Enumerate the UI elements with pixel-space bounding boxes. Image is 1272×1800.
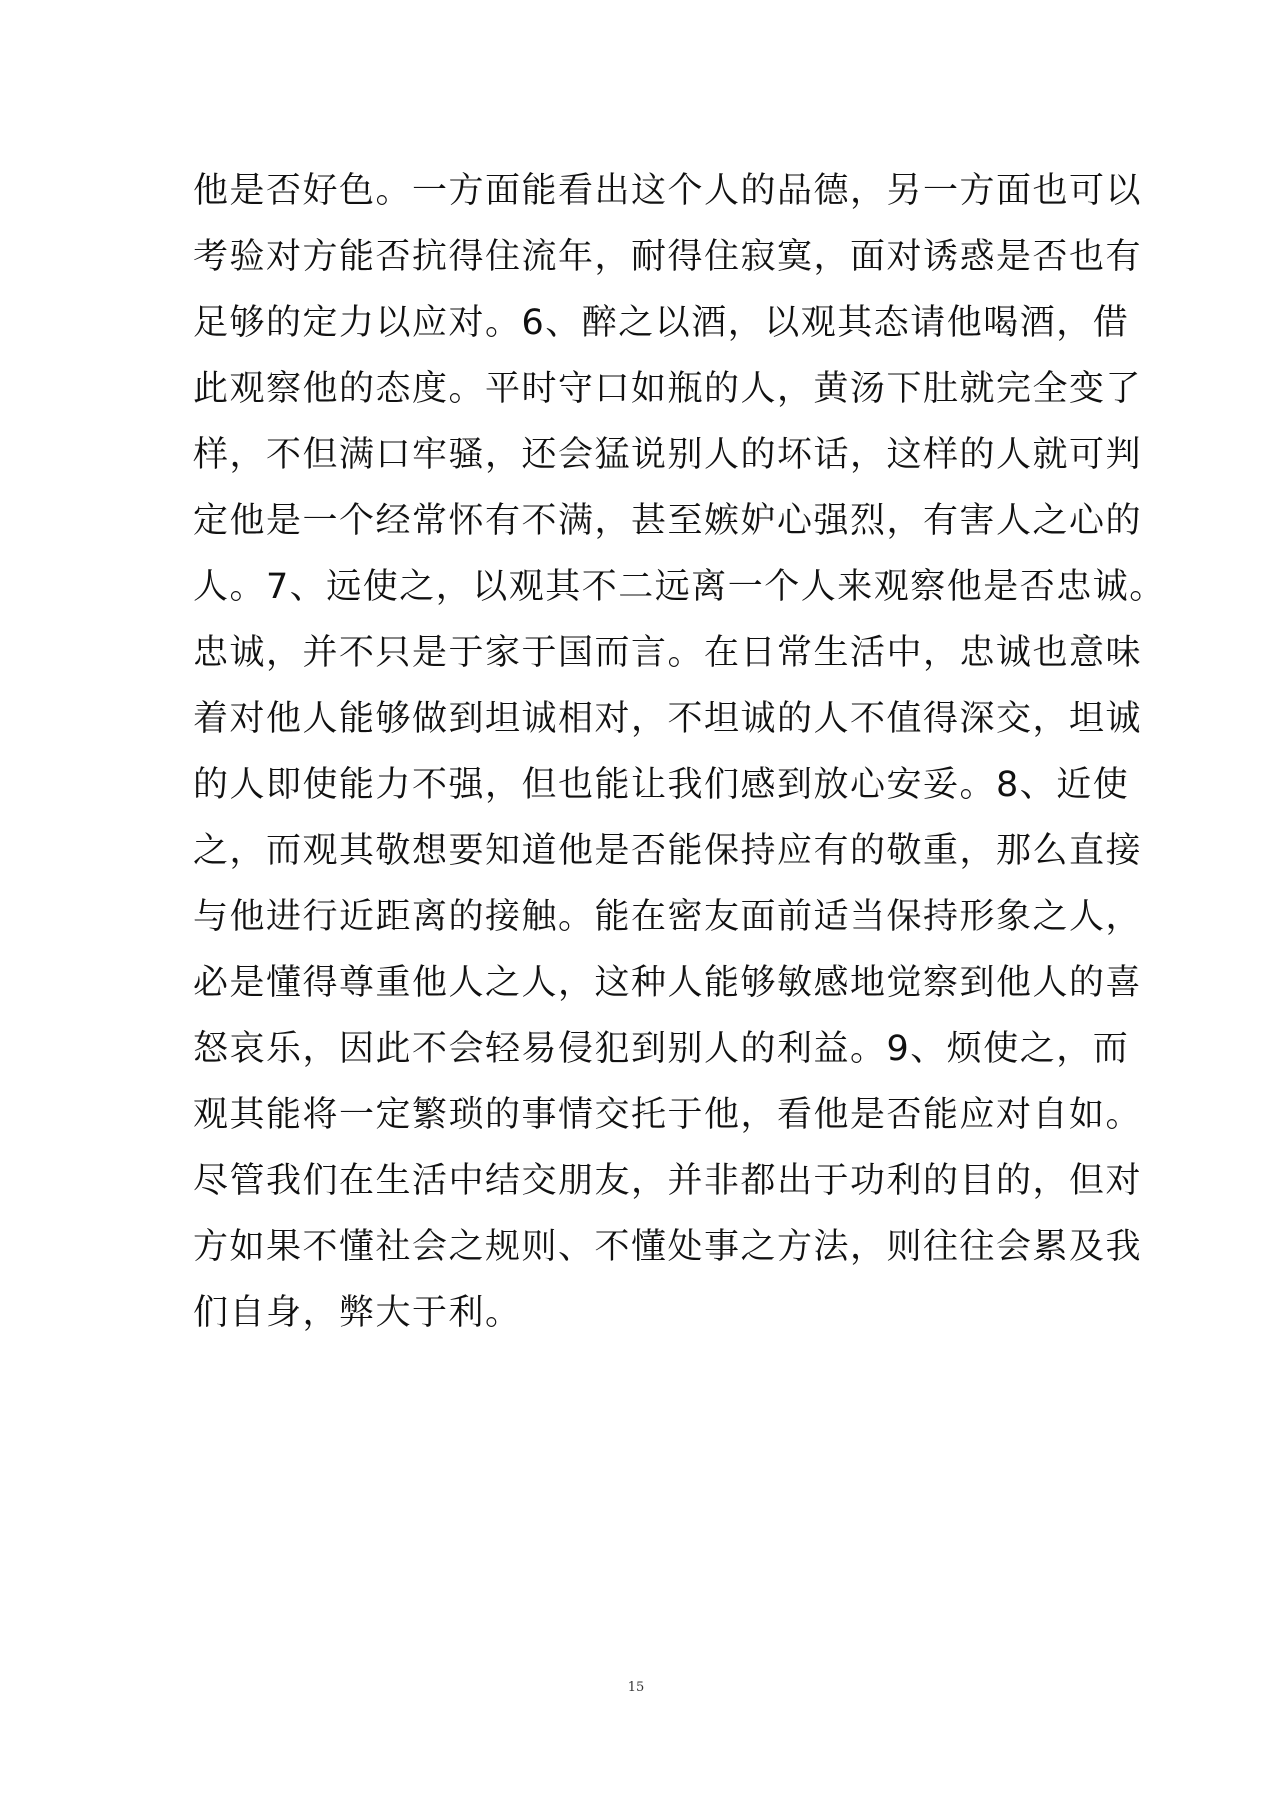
text-line: 观其能将一定繁琐的事情交托于他，看他是否能应对自如。	[193, 1095, 1143, 1135]
text-line: 方如果不懂社会之规则、不懂处事之方法，则往往会累及我	[193, 1227, 1143, 1267]
text-line: 他是否好色。一方面能看出这个人的品德，另一方面也可以	[193, 171, 1143, 211]
text-line: 忠诚，并不只是于家于国而言。在日常生活中，忠诚也意味	[193, 633, 1143, 673]
text-line: 之，而观其敬想要知道他是否能保持应有的敬重，那么直接	[193, 831, 1143, 871]
text-line: 此观察他的态度。平时守口如瓶的人，黄汤下肚就完全变了	[193, 369, 1143, 409]
text-line: 们自身，弊大于利。	[193, 1293, 522, 1333]
text-line: 尽管我们在生活中结交朋友，并非都出于功利的目的，但对	[193, 1161, 1143, 1201]
text-line: 与他进行近距离的接触。能在密友面前适当保持形象之人，	[193, 897, 1143, 937]
text-line: 的人即使能力不强，但也能让我们感到放心安妥。8、近使	[193, 765, 1130, 805]
text-line: 考验对方能否抗得住流年，耐得住寂寞，面对诱惑是否也有	[193, 237, 1143, 277]
page-number: 15	[627, 1680, 645, 1695]
text-line: 人。7、远使之，以观其不二远离一个人来观察他是否忠诚。	[193, 567, 1166, 607]
text-line: 样，不但满口牢骚，还会猛说别人的坏话，这样的人就可判	[193, 435, 1143, 475]
text-line: 足够的定力以应对。6、醉之以酒，以观其态请他喝酒，借	[193, 303, 1130, 343]
text-line: 必是懂得尊重他人之人，这种人能够敏感地觉察到他人的喜	[193, 963, 1143, 1003]
body-text	[193, 158, 1166, 1346]
text-line: 着对他人能够做到坦诚相对，不坦诚的人不值得深交，坦诚	[193, 699, 1143, 739]
text-line: 怒哀乐，因此不会轻易侵犯到别人的利益。9、烦使之，而	[193, 1029, 1130, 1069]
text-line: 定他是一个经常怀有不满，甚至嫉妒心强烈，有害人之心的	[193, 501, 1143, 541]
